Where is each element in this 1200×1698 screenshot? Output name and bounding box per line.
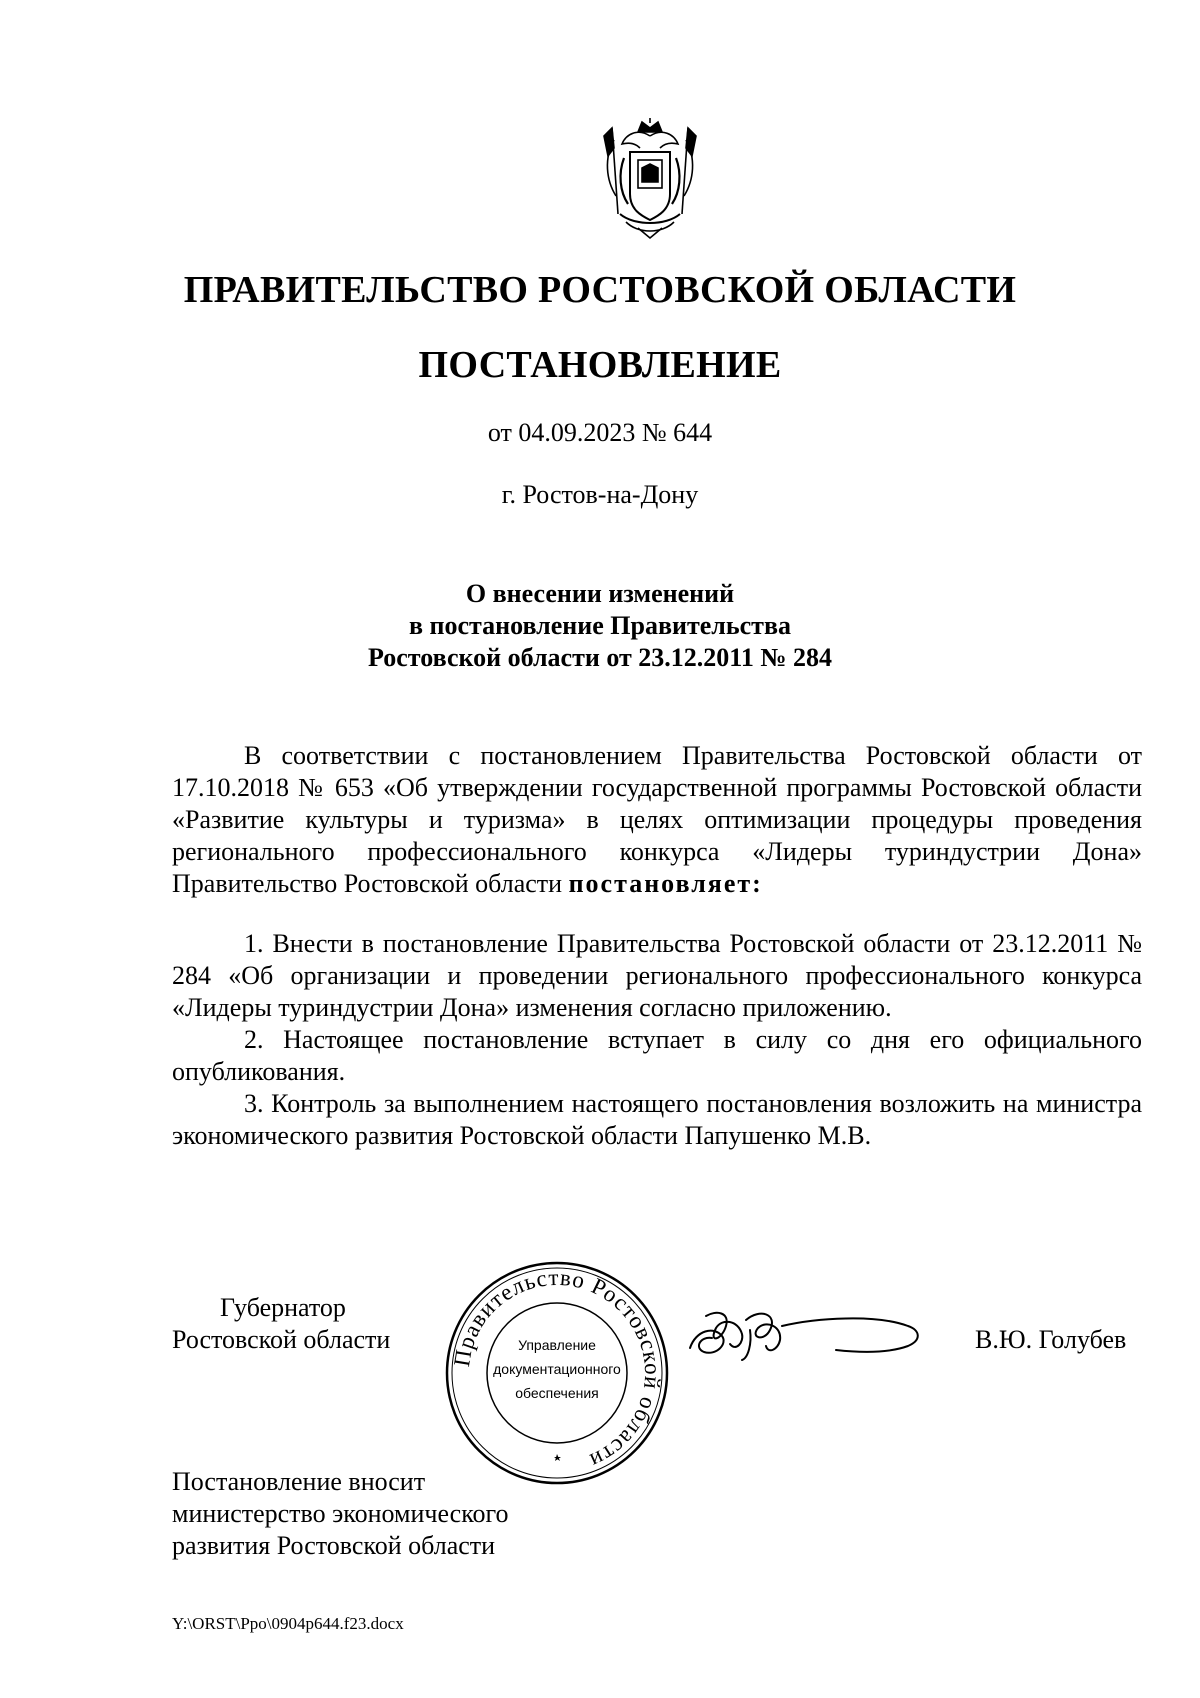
signer-position-line-1: Губернатор bbox=[220, 1293, 346, 1322]
introduced-by-line-1: Постановление вносит bbox=[172, 1467, 426, 1496]
resolution-item-2: 2. Настоящее постановление вступает в силу со дня его официального опубликования. bbox=[172, 1025, 1142, 1086]
document-city: г. Ростов-на-Дону bbox=[501, 480, 699, 509]
document-kind: ПОСТАНОВЛЕНИЕ bbox=[418, 344, 782, 386]
resolution-items bbox=[172, 928, 1142, 1152]
seal-inner-line-1: Управление bbox=[518, 1337, 596, 1353]
signer-position-line-2: Ростовской области bbox=[172, 1325, 391, 1354]
subject-line-1: О внесении изменений bbox=[465, 579, 735, 608]
file-path: Y:\ORST\Ppo\0904p644.f23.docx bbox=[172, 1614, 404, 1633]
introduced-by bbox=[172, 1466, 509, 1562]
preamble-text: В соответствии с постановлением Правительства Ростовской области от 17.10.2018 № 653 «Об утверждении государственной программы Ростовской области «Развитие культуры и туризма» в целях оптимизации процедуры проведения регионального профессионального конкурса «Лидеры туриндустрии Дона» Правительство Ростовской области bbox=[172, 741, 1142, 898]
signer-name: В.Ю. Голубев bbox=[975, 1325, 1127, 1354]
seal-inner-line-2: документационного bbox=[493, 1361, 621, 1377]
document-subject bbox=[0, 578, 1200, 674]
signer-position bbox=[172, 1292, 390, 1356]
resolution-item-1: 1. Внести в постановление Правительства Ростовской области от 23.12.2011 № 284 «Об организации и проведении регионального профессионального конкурса «Лидеры туриндустрии Дона» изменения согласно приложению. bbox=[172, 929, 1142, 1022]
subject-line-3: Ростовской области от 23.12.2011 № 284 bbox=[368, 643, 832, 672]
seal-outer-text: Правительство Ростовской области bbox=[448, 1264, 666, 1474]
resolves-word: постановляет: bbox=[568, 869, 763, 898]
seal-stamp bbox=[442, 1258, 672, 1488]
coat-of-arms-icon bbox=[598, 118, 702, 240]
resolution-item-3: 3. Контроль за выполнением настоящего постановления возложить на министра экономического развития Ростовской области Папушенко М.В. bbox=[172, 1089, 1142, 1150]
document-date-number: от 04.09.2023 № 644 bbox=[487, 418, 713, 447]
introduced-by-line-2: министерство экономического bbox=[172, 1499, 509, 1528]
introduced-by-line-3: развития Ростовской области bbox=[172, 1531, 496, 1560]
subject-line-2: в постановление Правительства bbox=[408, 611, 791, 640]
government-title: ПРАВИТЕЛЬСТВО РОСТОВСКОЙ ОБЛАСТИ bbox=[183, 269, 1017, 311]
preamble-paragraph bbox=[172, 740, 1142, 900]
seal-star-icon bbox=[554, 1454, 561, 1461]
handwritten-signature bbox=[686, 1300, 936, 1370]
seal-inner-line-3: обеспечения bbox=[515, 1385, 599, 1401]
